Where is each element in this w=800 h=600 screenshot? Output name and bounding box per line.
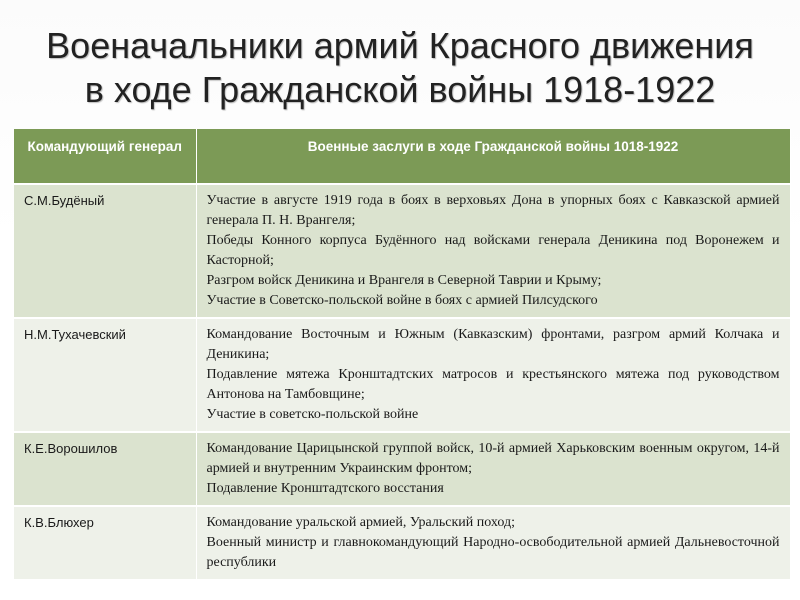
table-row [14,318,790,432]
commanders-table-wrapper [14,129,790,579]
merit-item: Командование Царицынской группой войск, 10-й армией Харьковским военным округом, 14-й армией и внутренним Украинским фронтом; [206,441,780,476]
table-row [14,184,790,318]
merit-item: Участие в советско-польской войне [206,407,419,422]
commander-name: С.М.Будёный [14,184,196,318]
header-commander: Командующий генерал [14,129,196,184]
merit-item: Командование Восточным и Южным (Кавказским) фронтами, разгром армий Колчака и Деникина; [206,327,780,362]
slide-title-line-1: Военачальники армий Красного движения [46,25,754,66]
merit-item: Разгром войск Деникина и Врангеля в Северной Таврии и Крыму; [206,273,602,288]
merit-item: Командование уральской армией, Уральский поход; [206,515,515,530]
header-merits: Военные заслуги в ходе Гражданской войны 1018-1922 [196,129,790,184]
merit-item: Участие в августе 1919 года в боях в верховьях Дона в упорных боях с Кавказской армией генерала П. Н. Врангеля; [206,193,780,228]
commander-name: К.Е.Ворошилов [14,432,196,506]
slide-title-line-2: в ходе Гражданской войны 1918-1922 [84,69,716,110]
commander-merits [196,432,790,506]
merit-item: Подавление Кронштадтского восстания [206,481,444,496]
commander-merits [196,318,790,432]
commander-merits [196,184,790,318]
merit-item: Подавление мятежа Кронштадтских матросов и крестьянского мятежа под руководством Антонова на Тамбовщине; [206,367,780,402]
merit-item: Участие в Советско-польской войне в боях с армией Пилсудского [206,293,598,308]
commander-name: К.В.Блюхер [14,506,196,579]
commander-name: Н.М.Тухачевский [14,318,196,432]
table-header-row [14,129,790,184]
table-header [14,129,790,184]
merit-item: Военный министр и главнокомандующий Народно-освободительной армией Дальневосточной республики [206,535,780,570]
merit-item: Победы Конного корпуса Будённого над войсками генерала Деникина под Воронежем и Касторной; [206,233,780,268]
table-row [14,506,790,579]
commander-merits [196,506,790,579]
table-row [14,432,790,506]
slide-title [20,24,780,112]
table-body [14,184,790,579]
commanders-table [14,129,791,579]
